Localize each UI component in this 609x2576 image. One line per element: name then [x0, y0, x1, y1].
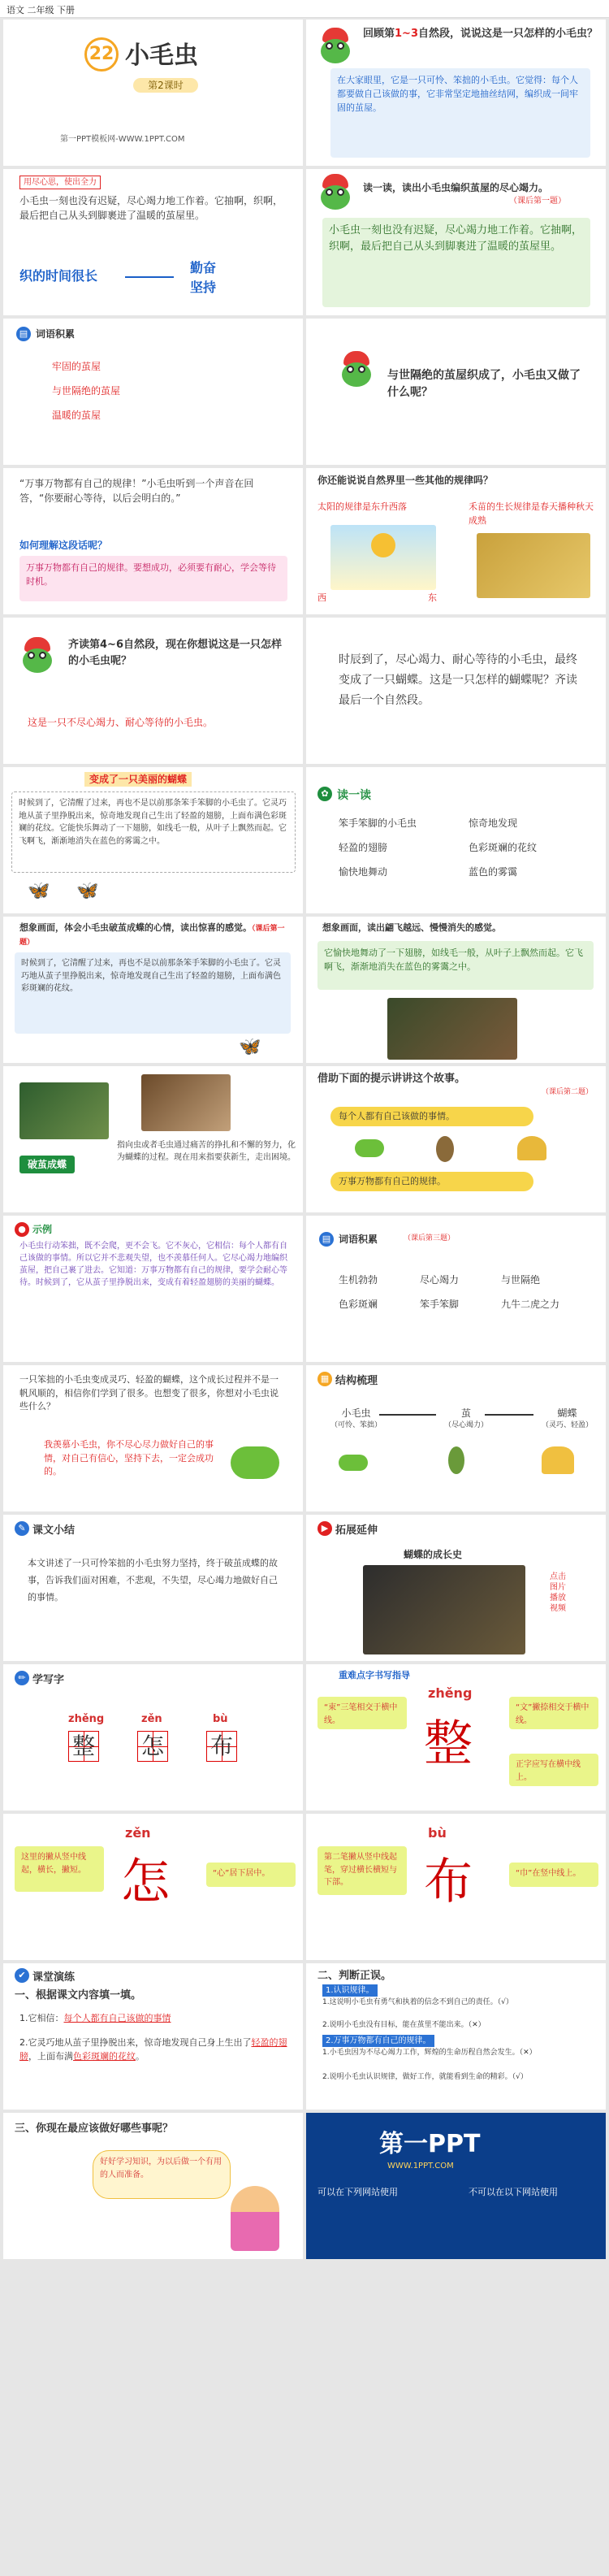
- vocab-item: 与世隔绝: [501, 1274, 541, 1286]
- answer-box: 在大家眼里，它是一只可怜、笨拙的小毛虫。它觉得：每个人都要做自己该做的事，它非常坚定地抽丝结网，编织成一间牢固的茧屋。: [330, 68, 590, 158]
- judge-item: 1.这说明小毛虫有勇气和执着的信念不到自己的责任。（√）: [322, 1998, 513, 2006]
- char-box: 整: [68, 1731, 99, 1762]
- judge-item: 1.小毛虫因为不尽心竭力工作，辉煌的生命历程自然会发生。（✕）: [322, 2049, 537, 2057]
- lesson-subtitle: 第2课时: [133, 78, 198, 93]
- book-icon: ▤: [16, 327, 31, 341]
- logo-text: 第一PPT: [379, 2130, 481, 2158]
- arrow-divider: [125, 276, 174, 278]
- slide-write-bu[interactable]: [306, 1814, 606, 1960]
- model-char: 怎: [121, 1854, 170, 1910]
- practice-icon: ✔: [15, 1968, 29, 1983]
- caption-sun: 太阳的规律是东升西落: [317, 501, 407, 512]
- word-item: 蓝色的雾霭: [469, 866, 518, 878]
- section-title: 词语积累: [36, 328, 76, 340]
- slide-practice-3[interactable]: [3, 2113, 303, 2259]
- caterpillar-icon: [339, 1455, 368, 1471]
- slide-read-words[interactable]: [306, 767, 606, 913]
- sun-image: [330, 525, 436, 590]
- butterfly-shape-icon: [517, 1136, 546, 1160]
- exercise-tag: （课后第二题）: [542, 1088, 594, 1096]
- row-10: [3, 1365, 606, 1511]
- section-title: 学写字: [32, 1674, 65, 1686]
- vocab-item: 笨手笨脚: [420, 1299, 460, 1310]
- vocab-item: 色彩斑斓: [339, 1299, 378, 1310]
- frog-mascot-icon: [19, 637, 55, 673]
- frog-mascot-icon: [339, 351, 374, 387]
- pen-icon: ✏: [15, 1671, 29, 1685]
- sun-icon: [371, 533, 395, 557]
- slide-write-zheng[interactable]: [306, 1664, 606, 1811]
- extension-icon: ▶: [317, 1521, 332, 1536]
- instruction-text: 想象画面，读出翩飞越远、慢慢消失的感觉。: [322, 922, 501, 933]
- question-text: 齐读第4~6自然段，现在你想说这是一只怎样的小毛虫呢？: [68, 639, 282, 667]
- row-9: [3, 1216, 606, 1362]
- instruction-text: 读一读，读出小毛虫编织茧屋的尽心竭力。: [363, 182, 549, 193]
- caption-crop: 禾苗的生长规律是春天播种秋天成熟: [469, 501, 594, 526]
- pinyin: zhěng: [68, 1713, 105, 1725]
- sub-question: 如何理解这段话呢？: [19, 540, 108, 551]
- slide-transform[interactable]: [306, 618, 606, 764]
- model-char: 布: [424, 1854, 473, 1910]
- judge-item: 2.说明小毛虫认识规律，做好工作，就能看到生命的精彩。（√）: [322, 2073, 528, 2081]
- exercise-heading: 二、判断正误。: [317, 1970, 392, 1982]
- keyword-long-time: 织的时间很长: [19, 268, 98, 284]
- question-text: 一只笨拙的小毛虫变成灵巧、轻盈的蝴蝶，这个成长过程并不是一帆风顺的，相信你们学到了很多。也想变了很多，你想对小毛虫说些什么？: [19, 1374, 279, 1412]
- slide-butterfly-passage[interactable]: [3, 767, 303, 913]
- pinyin: bù: [428, 1825, 447, 1841]
- slide-nature-law[interactable]: [306, 468, 606, 614]
- slide-practice-1[interactable]: [3, 1963, 303, 2110]
- word-item: 色彩斑斓的花纹: [469, 842, 538, 853]
- section-title: 变成了一只美丽的蝴蝶: [84, 772, 192, 787]
- row-5: [3, 618, 606, 764]
- row-3: [3, 319, 606, 465]
- slide-write-zen[interactable]: [3, 1814, 303, 1960]
- slide-review-q[interactable]: [306, 20, 606, 166]
- vocab-item: 与世隔绝的茧屋: [52, 385, 121, 397]
- slide-ending[interactable]: [306, 2113, 606, 2259]
- slide-grid: [3, 20, 606, 2262]
- vocab-item: 九牛二虎之力: [501, 1299, 560, 1310]
- slide-question[interactable]: [306, 319, 606, 465]
- book-icon: ▤: [319, 1232, 334, 1247]
- row-14: [3, 1963, 606, 2110]
- frog-mascot-icon: [317, 174, 353, 210]
- arrow-line: [379, 1414, 436, 1416]
- keyword-diligent: 勤奋: [190, 260, 217, 275]
- word-item: 愉快地舞动: [339, 866, 388, 878]
- instruction-text: 借助下面的提示讲讲这个故事。: [317, 1073, 466, 1085]
- vocab-item: 尽心竭力: [420, 1274, 460, 1286]
- butterfly-icon: 🦋: [76, 881, 99, 901]
- judge-item: 2.说明小毛虫没有目标，能在茧里不能出来。（✕）: [322, 2021, 486, 2029]
- caterpillar-icon: [355, 1139, 384, 1157]
- slide-vocab-2[interactable]: [306, 1216, 606, 1362]
- summary-text: 本文讲述了一只可怜笨拙的小毛虫努力坚持，终于破茧成蝶的故事，告诉我们面对困难，不悲观，不失望，尽心竭力地做好自己的事情。: [28, 1558, 278, 1602]
- model-char: 整: [424, 1715, 473, 1772]
- read-icon: ✿: [317, 787, 332, 801]
- row-7: [3, 917, 606, 1063]
- section-title: 读一读: [337, 789, 371, 802]
- row-2: [3, 169, 606, 315]
- slide-imagine-fly[interactable]: [306, 917, 606, 1063]
- hint-bar: 每个人都有自己该做的事情。: [330, 1107, 533, 1126]
- video-title: 蝴蝶的成长史: [404, 1549, 463, 1560]
- question-text: 回顾第1~3自然段，说说这是一只怎样的小毛虫？: [363, 28, 598, 40]
- hint-bar: 万事万物都有自己的规律。: [330, 1172, 533, 1191]
- tip-box: 这里的撇从竖中线起，横长，撇短。: [15, 1846, 104, 1892]
- tip-box: “文”撇捺相交于横中线。: [509, 1697, 598, 1729]
- lesson-number-badge: 22: [84, 37, 119, 72]
- lesson-title: 小毛虫: [125, 41, 198, 70]
- cocoon-icon: [436, 1136, 454, 1162]
- cocoon-icon: [448, 1446, 464, 1474]
- exercise-heading: 一、根据课文内容填一填。: [15, 1989, 142, 2001]
- group-label: 2.万事万物都有自己的规律。: [322, 2035, 434, 2047]
- passage-box: 时候到了，它清醒了过来，再也不是以前那条笨手笨脚的小毛虫了。它灵巧地从茧子里挣脱出来，惊奇地发现自己生出了轻盈的翅膀，上面布满色彩斑斓的花纹。它能快乐舞动了一下翅膀，如线毛一般，从叶子上飘然而起。它飞啊飞，渐渐地消失在蓝色的雾霭之中。: [11, 791, 296, 873]
- slide-summary[interactable]: [3, 1515, 303, 1661]
- passage-box: 时候到了，它清醒了过来，再也不是以前那条笨手笨脚的小毛虫了。它灵巧地从茧子里挣脱出来，惊奇地发现自己生出了轻盈的翅膀，上面布满色彩斑斓的花纹。: [15, 952, 291, 1034]
- section-title: 词语积累: [339, 1234, 378, 1245]
- forbidden-sites-label: 不可以在以下网站使用: [469, 2187, 558, 2197]
- slide-law[interactable]: [3, 468, 303, 614]
- slide-idiom[interactable]: [3, 1066, 303, 1212]
- word-item: 轻盈的翅膀: [339, 842, 388, 853]
- row-6: [3, 767, 606, 913]
- slide-keywords[interactable]: [3, 169, 303, 315]
- answer-text: 这是一只不尽心竭力、耐心等待的小毛虫。: [28, 717, 214, 728]
- tip-box: 第二笔撇从竖中线起笔，穿过横长横短与下部。: [317, 1846, 407, 1895]
- tip-box: 正字应写在横中线上。: [509, 1754, 598, 1786]
- row-12: [3, 1664, 606, 1811]
- hint-tag: 用尽心思，使出全力: [19, 176, 101, 189]
- vocab-item: 温暖的茧屋: [52, 410, 102, 421]
- row-4: [3, 468, 606, 614]
- slide-structure[interactable]: [306, 1365, 606, 1511]
- word-item: 惊奇地发现: [469, 817, 518, 829]
- speech-bubble: 好好学习知识，为以后做一个有用的人而准备。: [93, 2150, 231, 2199]
- section-title: 结构梳理: [335, 1375, 378, 1387]
- keyword-persist: 坚持: [190, 280, 217, 295]
- passage-box: 小毛虫一刻也没有迟疑，尽心竭力地工作着。它抽啊，织啊，最后把自己从头到脚裹进了温暖的茧屋里。: [322, 218, 590, 307]
- slide-practice-2[interactable]: [306, 1963, 606, 2110]
- group-label: 1.认识规律。: [322, 1984, 378, 1997]
- passage-box: 它愉快地舞动了一下翅膀，如线毛一般，从叶子上飘然而起。它飞啊飞，渐渐地消失在蓝色的雾霭之中。: [317, 941, 594, 990]
- butterfly-icon: 🦋: [239, 1037, 261, 1057]
- section-title: 课堂演练: [32, 1971, 76, 1984]
- pinyin: zěn: [141, 1713, 162, 1725]
- slide-retell[interactable]: [306, 1066, 606, 1212]
- answer-text: 我羡慕小毛虫，你不尽心尽力做好自己的事情，对自己有信心，坚持下去，一定会成功的。: [44, 1439, 214, 1477]
- question-text: 与世隔绝的茧屋织成了，小毛虫又做了什么呢？: [387, 369, 581, 399]
- stage-cocoon: 茧 （尽心竭力）: [444, 1407, 489, 1429]
- slide-imagine-surprise[interactable]: [3, 917, 303, 1063]
- passage-text: “万事万物都有自己的规律！”小毛虫听到一个声音在回答，“你要耐心等待，以后会明白的。”: [19, 478, 254, 504]
- word-item: 笨手笨脚的小毛虫: [339, 817, 417, 829]
- fill-item-2: 2.它灵巧地从茧子里挣脱出来，惊奇地发现自己身上生出了轻盈的翅膀，上面布满色彩斑斓的花纹。: [19, 2037, 287, 2062]
- passage-text: 时辰到了，尽心竭力、耐心等待的小毛虫，最终变成了一只蝴蝶。这是一只怎样的蝴蝶呢？齐读最后一个自然段。: [339, 653, 577, 708]
- summary-icon: ✎: [15, 1521, 29, 1536]
- wheat-image: [477, 533, 590, 598]
- row-1: [3, 20, 606, 166]
- allowed-sites-label: 可以在下列网站使用: [317, 2187, 398, 2197]
- idiom-meaning: 指向虫或者毛虫通过痛苦的挣扎和不懈的努力，化为蝴蝶的过程。现在用来指要获新生，走出困境。: [117, 1141, 296, 1162]
- question-text: 你还能说说自然界里一些其他的规律吗？: [317, 475, 494, 486]
- slide-example[interactable]: [3, 1216, 303, 1362]
- exercise-tag: （课后第一题）: [509, 197, 566, 206]
- moth-photo: [141, 1074, 231, 1131]
- slide-writing[interactable]: [3, 1664, 303, 1811]
- row-8: [3, 1066, 606, 1212]
- frog-mascot-icon: [317, 28, 353, 63]
- vocab-item: 生机勃勃: [339, 1274, 378, 1286]
- butterfly-shape-icon: [542, 1446, 574, 1474]
- structure-icon: ▦: [317, 1372, 332, 1386]
- butterfly-icon: 🦋: [28, 881, 50, 901]
- example-text: 小毛虫行动笨拙，既不会爬，更不会飞。它不灰心，它相信：每个人都有自己该做的事情。所以它并不悲观失望，也不羡慕任何人。它尽心竭力地编织茧屋，把自己裹了进去。它知道：万事万物都有自己的规律，要学会耐心等待。时候到了，它从茧子里挣脱出来，变成有着轻盈翅膀的美丽的蝴蝶。: [19, 1242, 287, 1287]
- fill-item-1: 1.它相信：每个人都有自己该做的事情: [19, 2013, 171, 2023]
- instruction-text: 想象画面，体会小毛虫破茧成蝶的心情，读出惊喜的感觉。（课后第一题）: [19, 922, 285, 947]
- label-east: 东: [428, 592, 437, 603]
- row-15: [3, 2113, 606, 2259]
- caterpillar-icon: [231, 1446, 279, 1479]
- pinyin: bù: [213, 1713, 228, 1725]
- vocab-item: 牢固的茧屋: [52, 361, 102, 372]
- tip-box: “束”三笔相交于横中线。: [317, 1697, 407, 1729]
- slide-cover[interactable]: [3, 20, 303, 166]
- stage-butterfly: 蝴蝶 （灵巧、轻盈）: [542, 1407, 594, 1429]
- slide-reflection[interactable]: [3, 1365, 303, 1511]
- char-box: 布: [206, 1731, 237, 1762]
- logo-url: WWW.1PPT.COM: [387, 2162, 454, 2171]
- arrow-line: [485, 1414, 533, 1416]
- stage-caterpillar: 小毛虫 （可怜、笨拙）: [330, 1407, 382, 1429]
- char-box: 怎: [137, 1731, 168, 1762]
- row-11: [3, 1515, 606, 1661]
- answer-box: 万事万物都有自己的规律。要想成功，必须要有耐心，学会等待时机。: [19, 556, 287, 601]
- slide-read-aloud[interactable]: [306, 169, 606, 315]
- tip-box: “巾”在竖中线上。: [509, 1863, 598, 1887]
- section-title: 课文小结: [32, 1524, 76, 1537]
- passage-text: 小毛虫一刻也没有迟疑，尽心竭力地工作着。它抽啊，织啊，最后把自己从头到脚裹进了温暖的茧屋里。: [19, 195, 283, 221]
- video-hint: 点击图片播放视频: [550, 1572, 566, 1613]
- slide-read-4-6[interactable]: [3, 618, 303, 764]
- section-title: 重难点字书写指导: [339, 1670, 410, 1680]
- ladybug-icon: ●: [15, 1222, 29, 1237]
- exercise-heading: 三、你现在最应该做好哪些事呢？: [15, 2123, 174, 2135]
- idiom-badge: 破茧成蝶: [19, 1156, 75, 1173]
- cocoon-photo: [19, 1082, 109, 1139]
- section-title: 示例: [32, 1224, 53, 1235]
- top-header: 语文 二年级 下册: [0, 0, 609, 18]
- tip-box: “心”居下居中。: [206, 1863, 296, 1887]
- slide-extension[interactable]: [306, 1515, 606, 1661]
- butterfly-photo: [387, 998, 517, 1060]
- section-title: 拓展延伸: [335, 1524, 378, 1537]
- exercise-tag: （课后第三题）: [404, 1234, 456, 1242]
- pinyin: zěn: [125, 1825, 151, 1841]
- label-west: 西: [317, 592, 326, 603]
- row-13: [3, 1814, 606, 1960]
- slide-vocab[interactable]: [3, 319, 303, 465]
- girl-illustration: [231, 2186, 279, 2251]
- video-thumbnail[interactable]: [363, 1565, 525, 1654]
- pinyin: zhěng: [428, 1685, 473, 1701]
- site-caption: 第一PPT模板网-WWW.1PPT.COM: [60, 135, 185, 144]
